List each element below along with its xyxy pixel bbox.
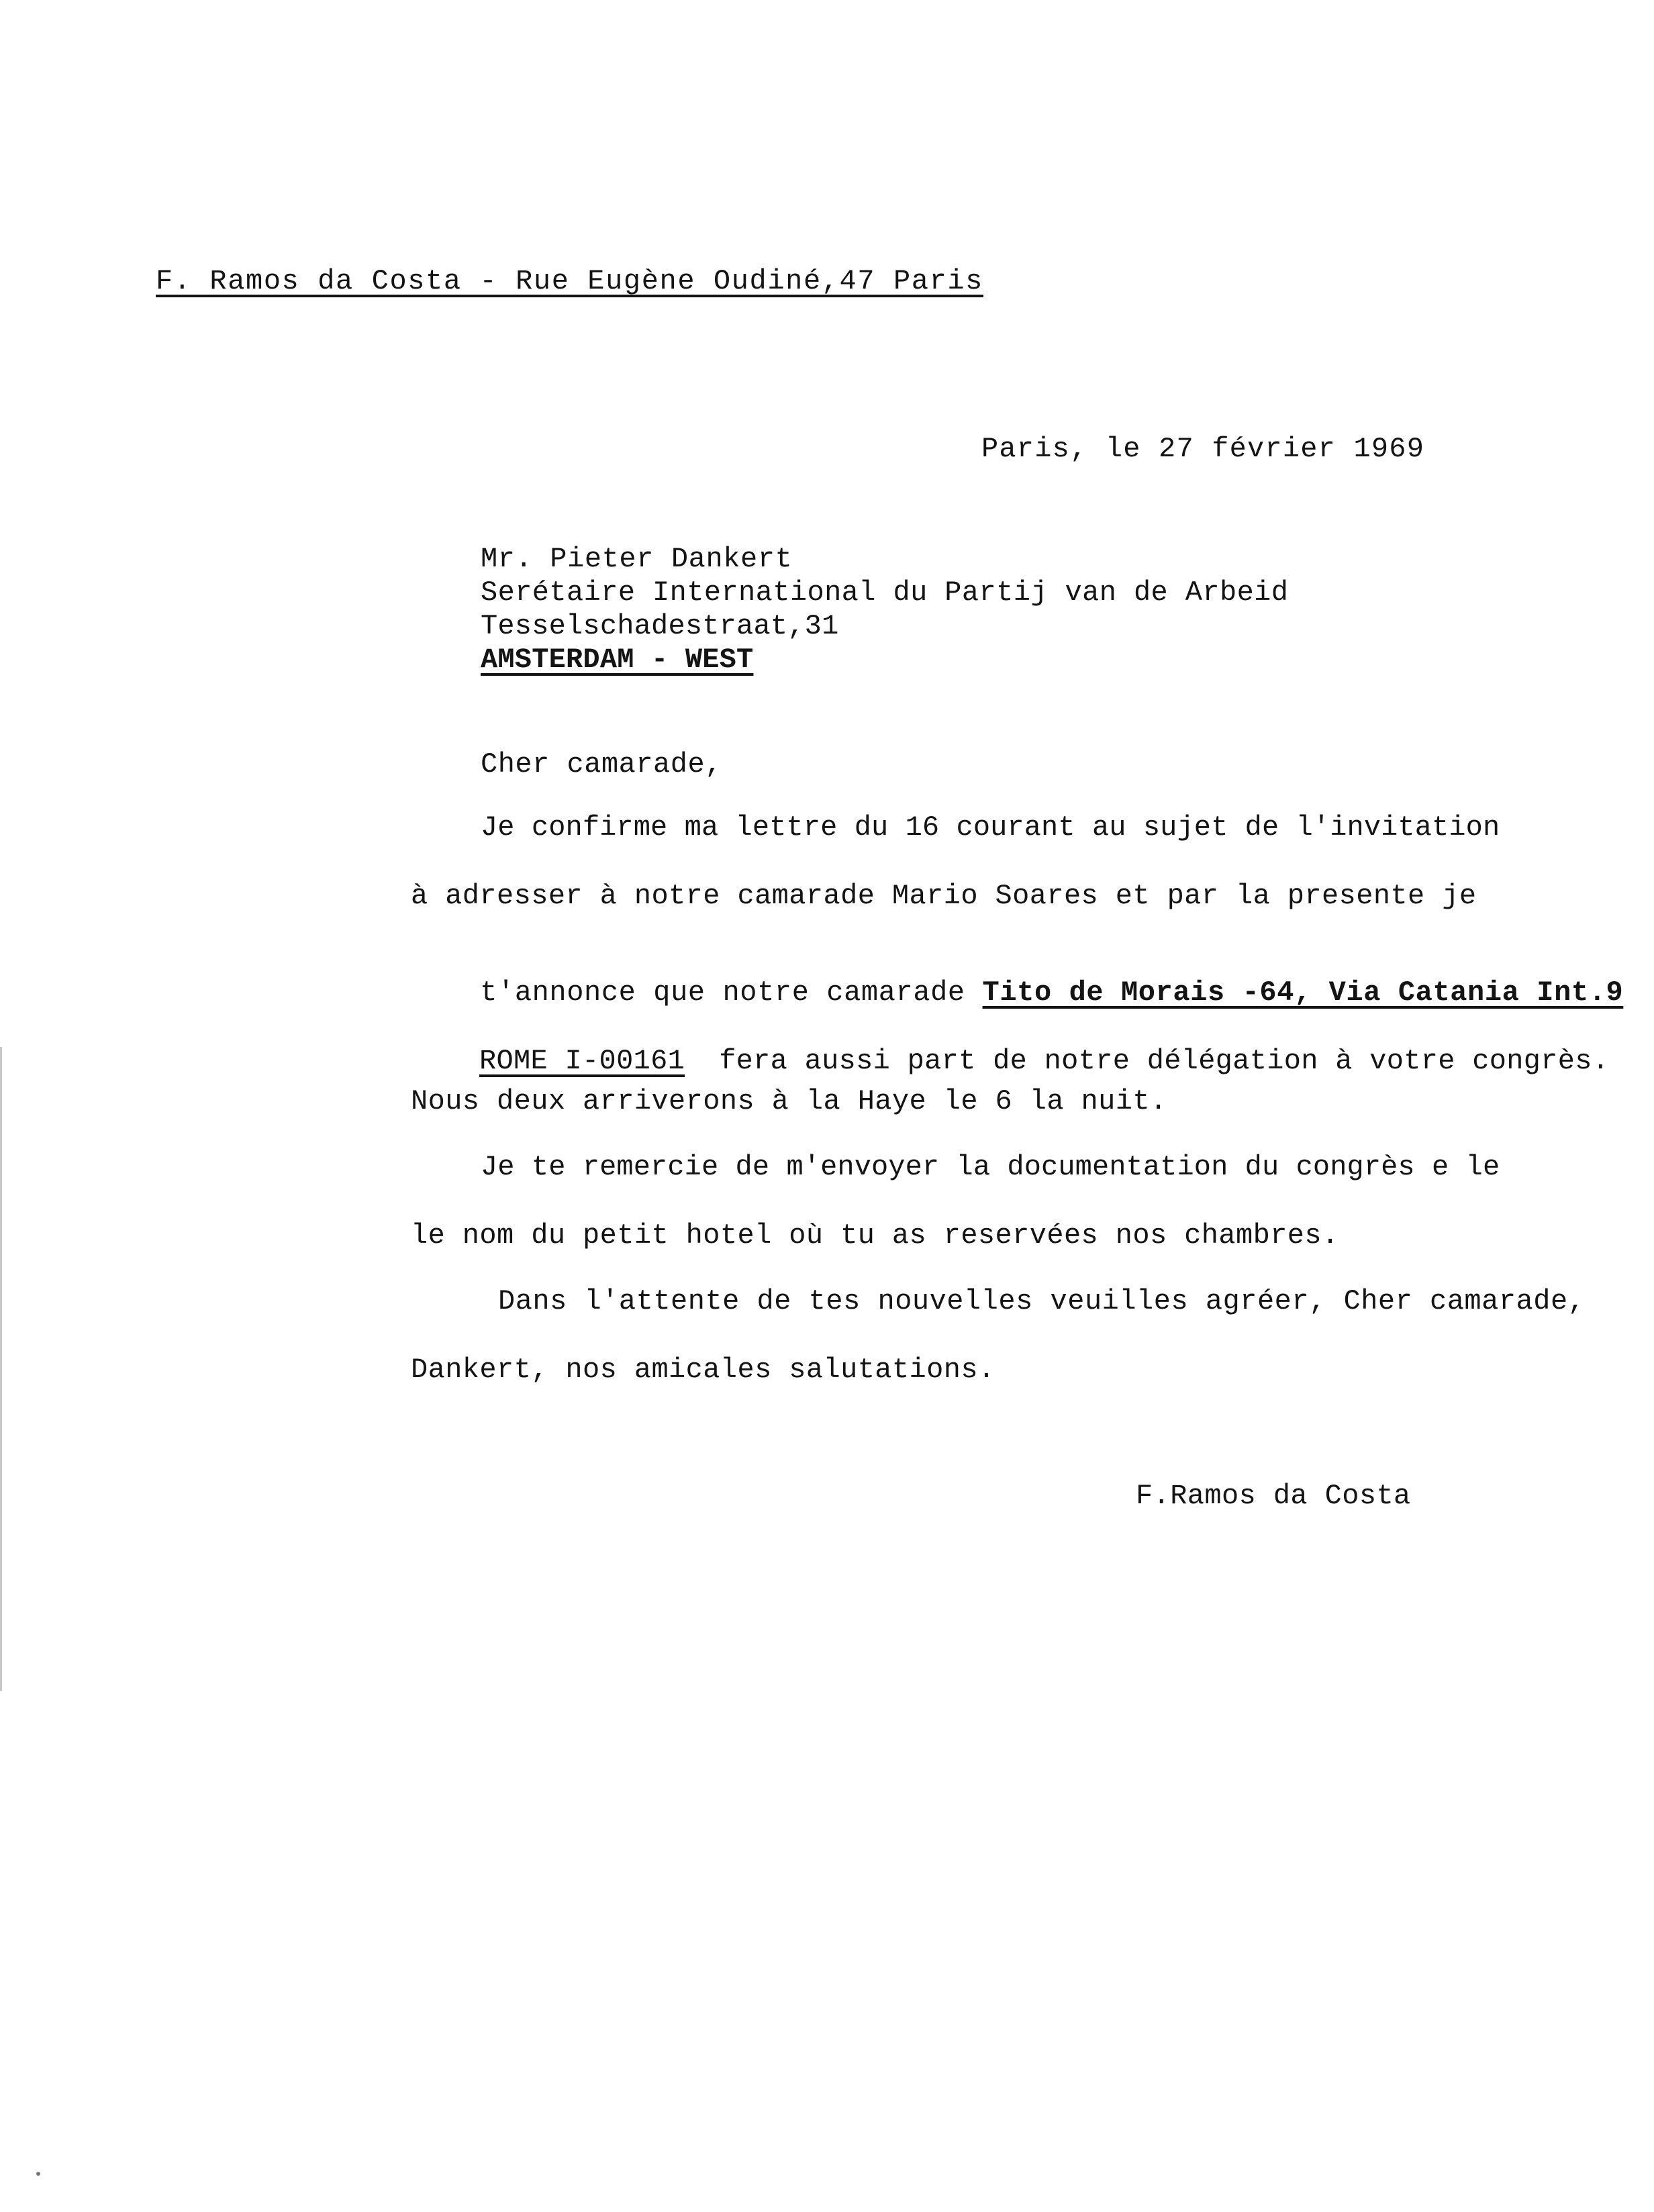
body-line-7: le nom du petit hotel où tu as reservées nos chambres. — [411, 1219, 1339, 1252]
date-line: Paris, le 27 février 1969 — [981, 433, 1425, 465]
letterhead: F. Ramos da Costa - Rue Eugène Oudiné,47 Paris — [156, 265, 983, 297]
body-line-6: Je te remercie de m'envoyer la documentation du congrès e le — [481, 1151, 1500, 1183]
recipient-name: Mr. Pieter Dankert — [481, 543, 793, 575]
signature: F.Ramos da Costa — [1136, 1480, 1411, 1512]
recipient-city: AMSTERDAM - WEST — [481, 644, 754, 676]
body-line-8: Dans l'attente de tes nouvelles veuilles agréer, Cher camarade, — [498, 1285, 1586, 1317]
delegate-name-address: Tito de Morais -64, Via Catania Int.9 — [982, 976, 1624, 1009]
scan-speck — [36, 2172, 40, 2176]
recipient-title: Serétaire International du Partij van de Arbeid — [481, 576, 1289, 609]
body-line-4-text: fera aussi part de notre délégation à votre congrès. — [685, 1045, 1610, 1077]
body-line-3-text: t'annonce que notre camarade — [480, 976, 983, 1009]
body-line-9: Dankert, nos amicales salutations. — [411, 1354, 995, 1386]
delegate-city-address: ROME I-00161 — [479, 1045, 685, 1077]
salutation: Cher camarade, — [481, 748, 722, 781]
body-line-5: Nous deux arriverons à la Haye le 6 la nuit. — [411, 1085, 1167, 1117]
scan-edge-mark — [0, 1047, 2, 1691]
body-line-1: Je confirme ma lettre du 16 courant au sujet de l'invitation — [481, 811, 1500, 844]
body-line-2: à adresser à notre camarade Mario Soares et par la presente je — [411, 880, 1477, 912]
recipient-street: Tesselschadestraat,31 — [481, 610, 839, 642]
